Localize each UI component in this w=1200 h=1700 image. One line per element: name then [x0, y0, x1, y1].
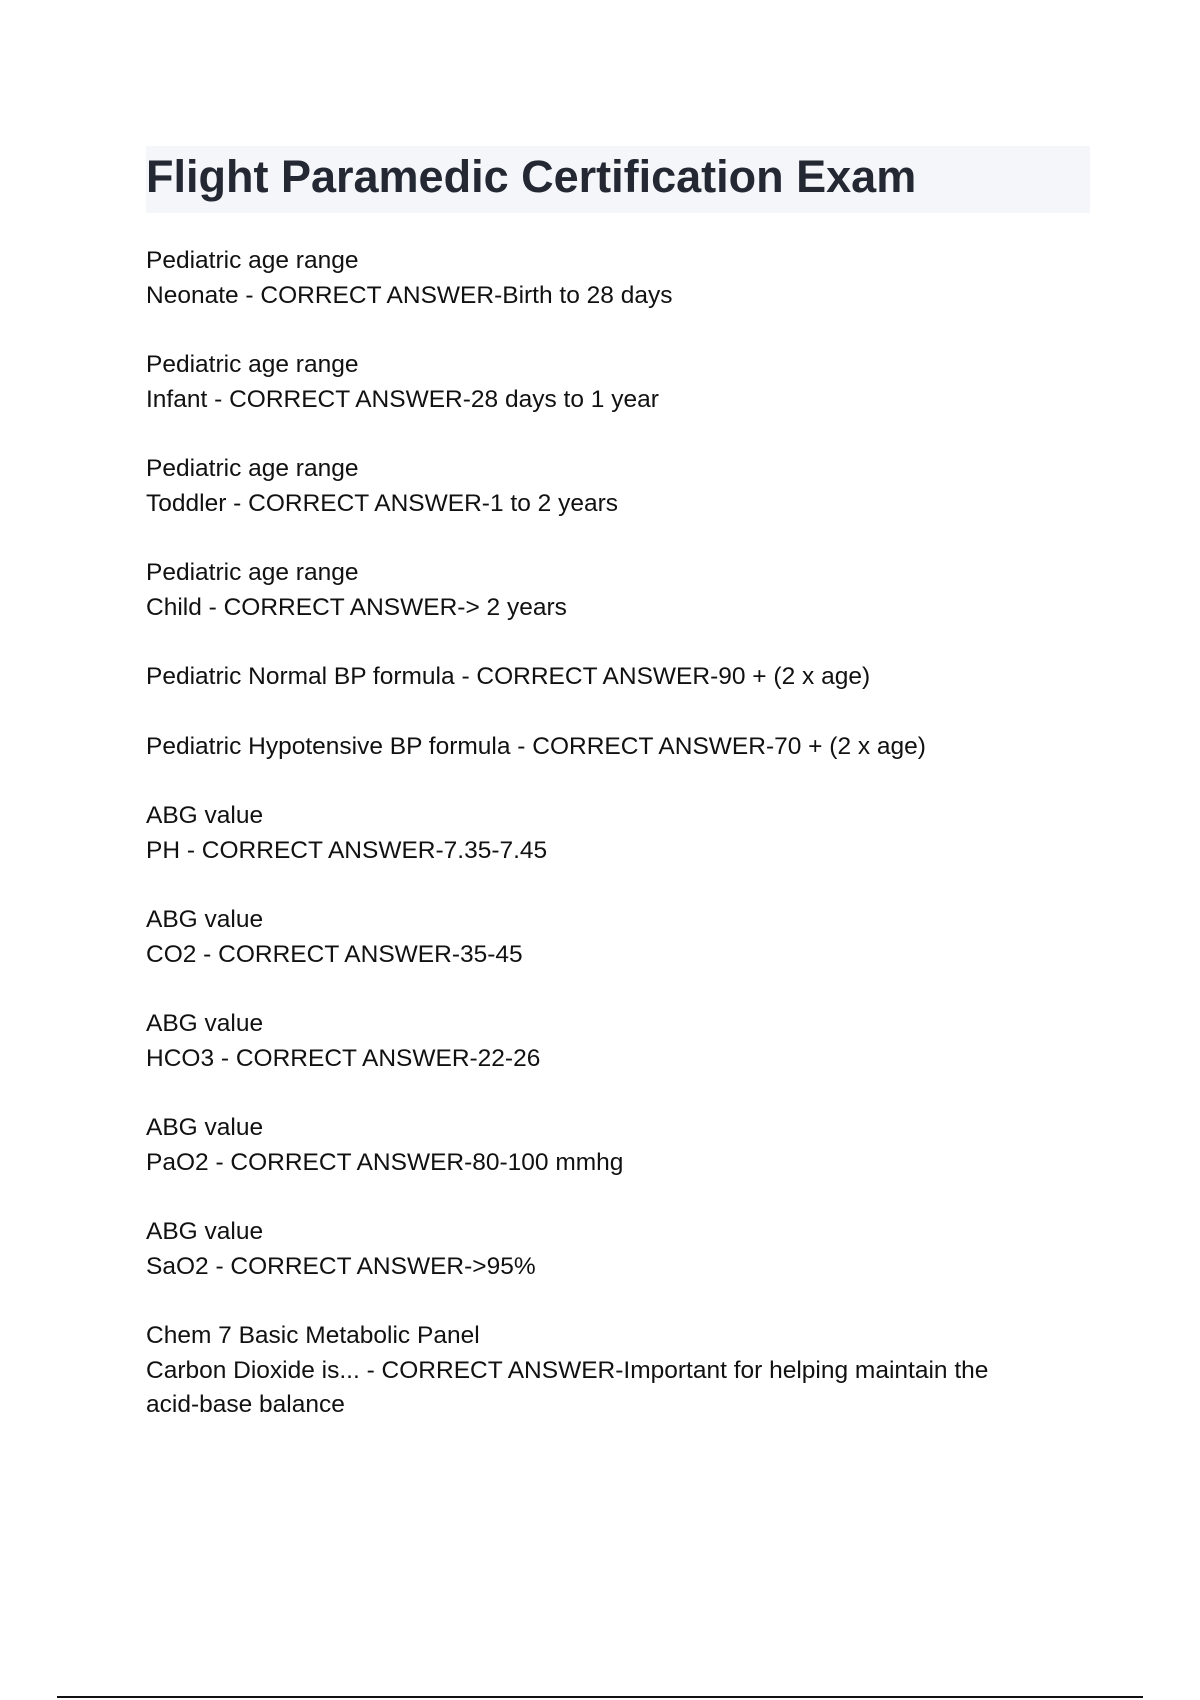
- page-title: Flight Paramedic Certification Exam: [146, 151, 917, 202]
- qa-item: [146, 1007, 1066, 1076]
- qa-item: [146, 244, 1066, 313]
- qa-item: [146, 660, 1066, 695]
- qa-item: [146, 799, 1066, 868]
- qa-item: [146, 1215, 1066, 1284]
- qa-item: [146, 452, 1066, 521]
- qa-category: Pediatric age range: [146, 351, 359, 378]
- qa-category: ABG value: [146, 802, 264, 829]
- qa-category: Pediatric age range: [146, 455, 359, 482]
- qa-category: Pediatric age range: [146, 247, 359, 274]
- qa-answer-continued: acid-base balance: [146, 1391, 345, 1418]
- qa-answer: Infant - CORRECT ANSWER-28 days to 1 year: [146, 385, 659, 413]
- qa-item: [146, 903, 1066, 972]
- qa-category: Pediatric age range: [146, 559, 359, 586]
- qa-answer: PH - CORRECT ANSWER-7.35-7.45: [146, 836, 548, 864]
- qa-answer: Toddler - CORRECT ANSWER-1 to 2 years: [146, 489, 618, 517]
- qa-item: [146, 348, 1066, 417]
- qa-answer: HCO3 - CORRECT ANSWER-22-26: [146, 1044, 541, 1072]
- qa-answer: Pediatric Normal BP formula - CORRECT ANSWER-90 + (2 x age): [146, 663, 871, 690]
- footer-divider: [57, 1696, 1143, 1698]
- qa-answer: SaO2 - CORRECT ANSWER->95%: [146, 1252, 536, 1280]
- qa-category: Chem 7 Basic Metabolic Panel: [146, 1322, 480, 1349]
- qa-item: [146, 556, 1066, 625]
- qa-list: [146, 244, 1066, 1458]
- qa-category: ABG value: [146, 1010, 264, 1037]
- qa-answer: Carbon Dioxide is... - CORRECT ANSWER-Important for helping maintain the: [146, 1356, 989, 1384]
- qa-answer: Pediatric Hypotensive BP formula - CORRECT ANSWER-70 + (2 x age): [146, 732, 926, 760]
- qa-answer: CO2 - CORRECT ANSWER-35-45: [146, 940, 523, 968]
- qa-category: ABG value: [146, 1114, 264, 1141]
- qa-category: ABG value: [146, 906, 264, 933]
- qa-item: [146, 1319, 1066, 1423]
- qa-answer: Child - CORRECT ANSWER-> 2 years: [146, 593, 567, 621]
- qa-category: ABG value: [146, 1218, 264, 1245]
- qa-answer: PaO2 - CORRECT ANSWER-80-100 mmhg: [146, 1148, 624, 1176]
- qa-answer: Neonate - CORRECT ANSWER-Birth to 28 days: [146, 281, 673, 309]
- qa-item: [146, 730, 1066, 765]
- qa-item: [146, 1111, 1066, 1180]
